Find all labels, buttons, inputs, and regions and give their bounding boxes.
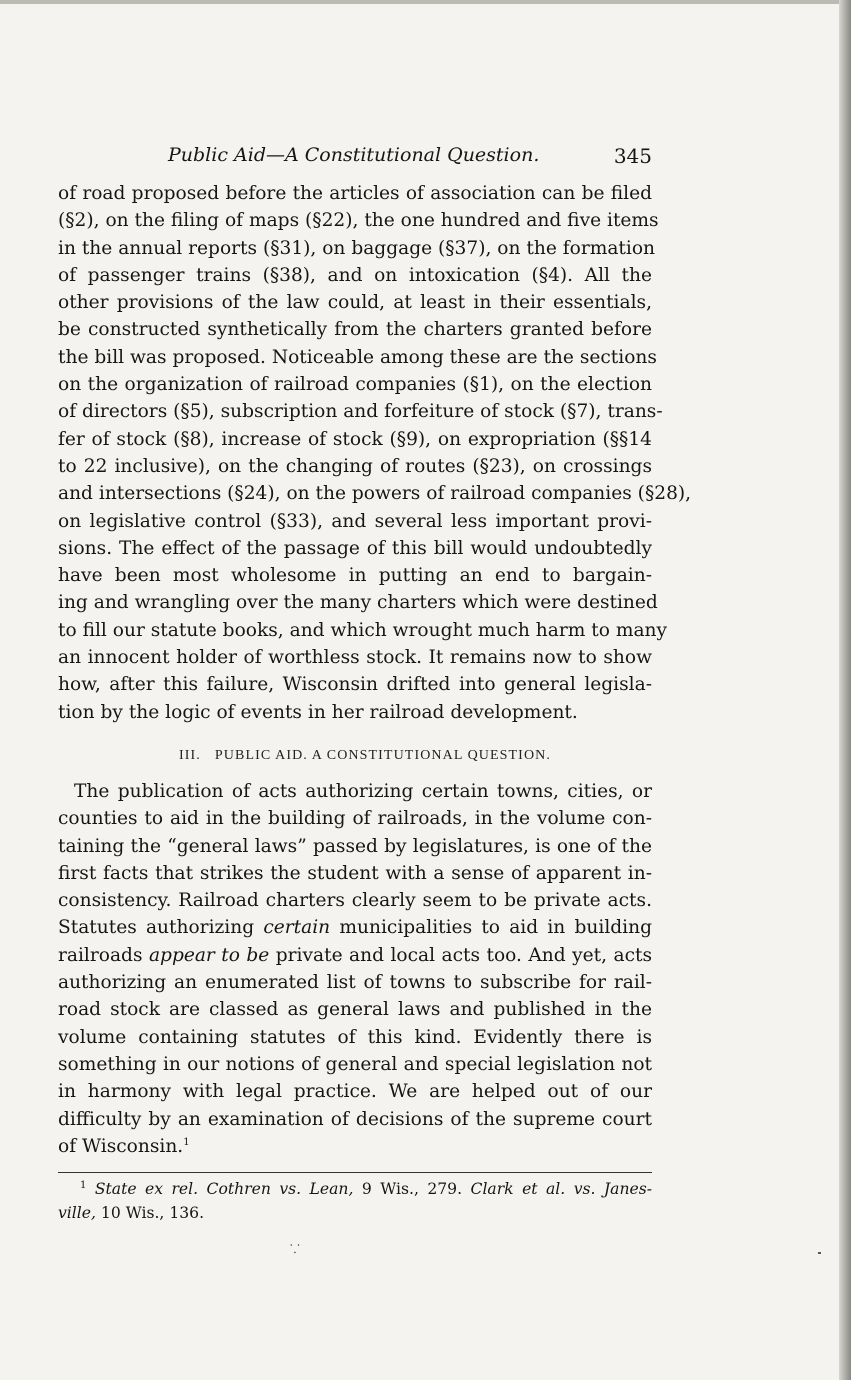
text-line <box>58 1133 652 1160</box>
text-line: be constructed synthetically from the charters granted before <box>58 319 652 341</box>
section-numeral: III. <box>179 747 201 763</box>
text-line: in harmony with legal practice. We are helped out of our <box>58 1081 652 1103</box>
text-segment: of Wisconsin. <box>58 1135 184 1157</box>
text-line: volume containing statutes of this kind. Evidently there is <box>58 1026 652 1048</box>
text-line: in the annual reports (§31), on baggage (§37), on the formation <box>58 237 656 259</box>
book-page <box>58 140 692 1225</box>
text-line: difficulty by an examination of decisions of the supreme court <box>58 1108 652 1130</box>
text-line: taining the “general laws” passed by legislatures, is one of the <box>58 835 652 857</box>
footnote-marker: 1 <box>80 1179 87 1191</box>
running-head <box>58 140 652 180</box>
text-line <box>58 914 652 941</box>
text-line: of road proposed before the articles of association can be filed <box>58 183 652 204</box>
footnote-line <box>58 1201 652 1225</box>
footnote-line <box>80 1177 652 1201</box>
text-segment: municipalities to aid in building <box>330 917 652 939</box>
text-line: to 22 inclusive), on the changing of routes (§23), on crossings <box>58 455 652 477</box>
text-line: ing and wrangling over the many charters which were destined <box>58 592 658 614</box>
paragraph-public-aid <box>58 778 652 1160</box>
text-line: authorizing an enumerated list of towns to subscribe for rail- <box>58 972 652 994</box>
text-line: to fill our statute books, and which wrought much harm to many <box>58 619 668 641</box>
text-line: have been most wholesome in putting an end to bargain- <box>58 565 652 587</box>
footnote-reference[interactable]: 1 <box>183 1136 190 1148</box>
text-segment: Statutes authorizing <box>58 917 264 939</box>
text-line: how, after this failure, Wisconsin drifted into general legisla- <box>58 674 652 696</box>
text-line: of directors (§5), subscription and forfeiture of stock (§7), trans- <box>58 401 663 423</box>
case-citation: ville, <box>58 1204 96 1223</box>
text-line: on the organization of railroad companies (§1), on the election <box>58 374 652 396</box>
section-heading <box>58 748 652 764</box>
text-line: first facts that strikes the student with a sense of apparent in- <box>58 862 652 884</box>
case-citation: Clark et al. vs. Janes- <box>470 1180 652 1199</box>
page-number: 345 <box>613 144 652 168</box>
scan-speck <box>818 1252 821 1254</box>
text-segment: railroads <box>58 944 149 966</box>
running-title: Public Aid—A Constitutional Question. <box>168 144 540 166</box>
printer-mark: ⸪ <box>290 1242 300 1256</box>
text-line: tion by the logic of events in her railroad development. <box>58 701 578 723</box>
text-line: and intersections (§24), on the powers of railroad companies (§28), <box>58 483 692 505</box>
text-line: other provisions of the law could, at least in their essentials, <box>58 292 652 314</box>
text-line: fer of stock (§8), increase of stock (§9), on expropriation (§§14 <box>58 428 652 450</box>
text-line: sions. The effect of the passage of this bill would undoubtedly <box>58 537 652 559</box>
text-line: an innocent holder of worthless stock. It remains now to show <box>58 647 652 669</box>
emphasis: appear to be <box>148 944 270 966</box>
text-line: on legislative control (§33), and several less important provi- <box>58 510 652 532</box>
text-line: something in our notions of general and special legislation not <box>58 1053 652 1075</box>
text-line: (§2), on the filing of maps (§22), the one hundred and five items <box>58 210 659 232</box>
scan-right-edge <box>839 0 851 1380</box>
section-title: PUBLIC AID. A CONSTITUTIONAL QUESTION. <box>214 747 551 763</box>
case-citation: State ex rel. Cothren vs. Lean, <box>94 1180 354 1199</box>
footnote <box>58 1177 652 1225</box>
paragraph-continued <box>58 180 692 726</box>
footnote-rule <box>58 1172 652 1173</box>
text-line <box>58 942 652 969</box>
text-segment: private and local acts too. And yet, acts <box>269 944 653 966</box>
text-line: consistency. Railroad charters clearly seem to be private acts. <box>58 890 652 912</box>
text-line: the bill was proposed. Noticeable among these are the sections <box>58 346 657 368</box>
text-line: counties to aid in the building of railroads, in the volume con- <box>58 808 652 830</box>
scan-top-edge <box>0 0 851 4</box>
text-line: road stock are classed as general laws and published in the <box>58 999 652 1021</box>
citation-text: 9 Wis., 279. <box>353 1180 471 1199</box>
text-line: The publication of acts authorizing certain towns, cities, or <box>74 780 652 802</box>
citation-text: 10 Wis., 136. <box>95 1204 205 1223</box>
text-line: of passenger trains (§38), and on intoxication (§4). All the <box>58 264 652 286</box>
emphasis: certain <box>263 917 331 939</box>
